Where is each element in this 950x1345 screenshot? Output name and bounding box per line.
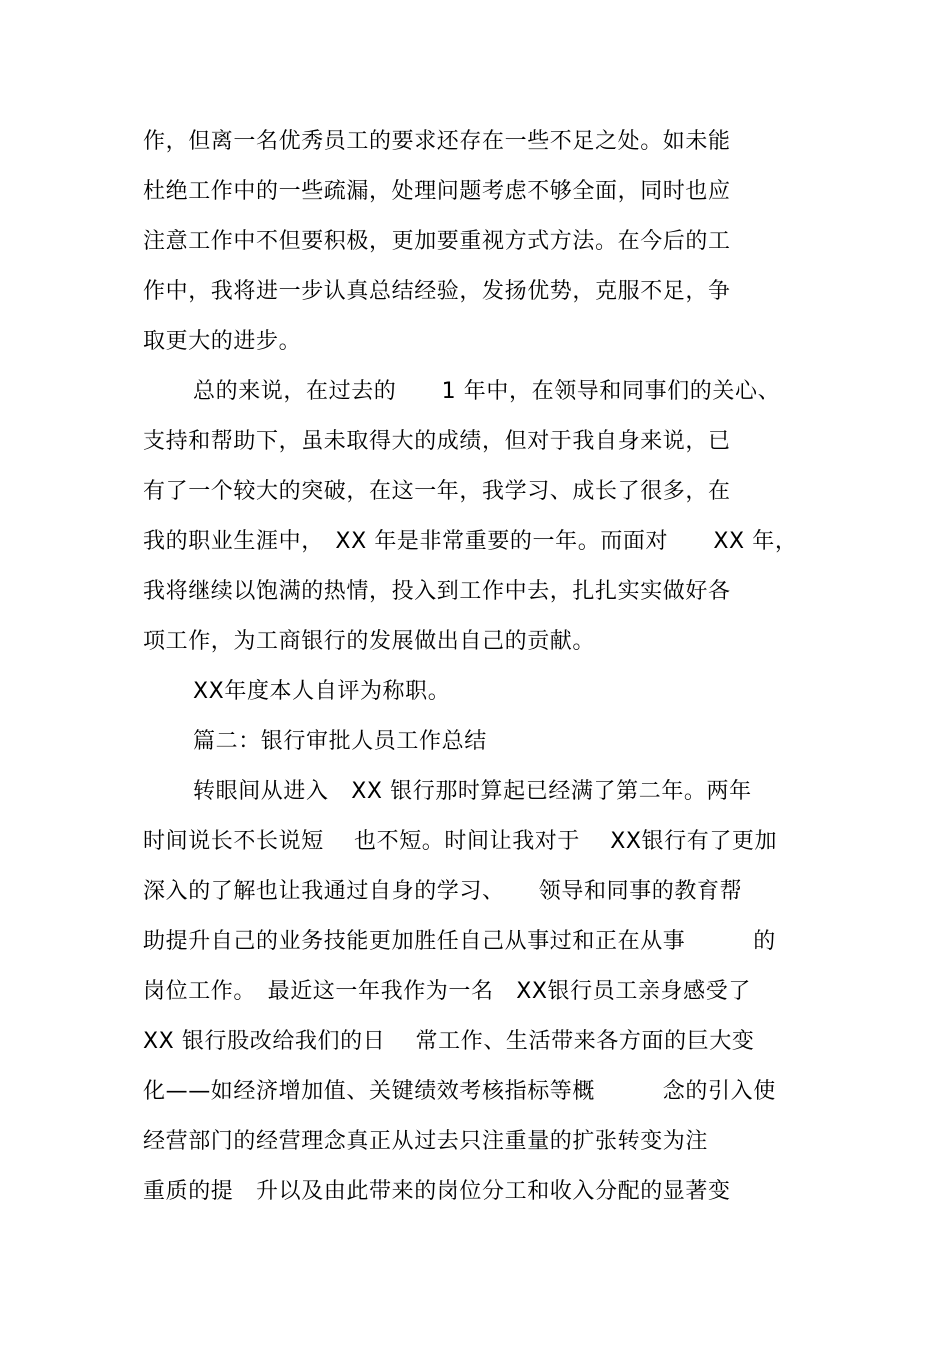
text-line: 杜绝工作中的一些疏漏，处理问题考虑不够全面，同时也应 [143,179,731,204]
text-line: 作中，我将进一步认真总结经验，发扬优势，克服不足，争 [143,279,731,304]
text-line: 作，但离一名优秀员工的要求还存在一些不足之处。如未能 [143,129,731,154]
text-line: 岗位工作。 最近这一年我作为一名 XX银行员工亲身感受了 [143,979,751,1004]
text-line: 助提升自己的业务技能更加胜任自己从事过和正在从事 的 [143,929,776,954]
self-evaluation-line: XX年度本人自评为称职。 [193,679,451,704]
text-line: 支持和帮助下，虽未取得大的成绩，但对于我自身来说，已 [143,429,731,454]
text-line: XX 银行股改给我们的日 常工作、生活带来各方面的巨大变 [143,1029,755,1054]
paragraph-start-line: 总的来说，在过去的 1 年中，在领导和同事们的关心、 [193,379,781,404]
section-heading: 篇二：银行审批人员工作总结 [193,729,487,754]
text-line: 化——如经济增加值、关键绩效考核指标等概 念的引入使 [143,1079,776,1104]
text-line: 我的职业生涯中， XX 年是非常重要的一年。而面对 XX 年， [143,529,798,554]
text-line: 时间说长不长说短 也不短。时间让我对于 XX银行有了更加 [143,829,778,854]
paragraph-start-line: 转眼间从进入 XX 银行那时算起已经满了第二年。两年 [193,779,752,804]
text-line: 重质的提 升以及由此带来的岗位分工和收入分配的显著变 [143,1179,731,1204]
text-line: 注意工作中不但要积极，更加要重视方式方法。在今后的工 [143,229,731,254]
text-line: 我将继续以饱满的热情，投入到工作中去，扎扎实实做好各 [143,579,731,604]
text-line: 有了一个较大的突破，在这一年，我学习、成长了很多，在 [143,479,731,504]
text-line: 深入的了解也让我通过自身的学习、 领导和同事的教育帮 [143,879,743,904]
text-line: 经营部门的经营理念真正从过去只注重量的扩张转变为注 [143,1129,709,1154]
text-line: 项工作，为工商银行的发展做出自己的贡献。 [143,629,596,654]
text-line: 取更大的进步。 [143,329,302,354]
